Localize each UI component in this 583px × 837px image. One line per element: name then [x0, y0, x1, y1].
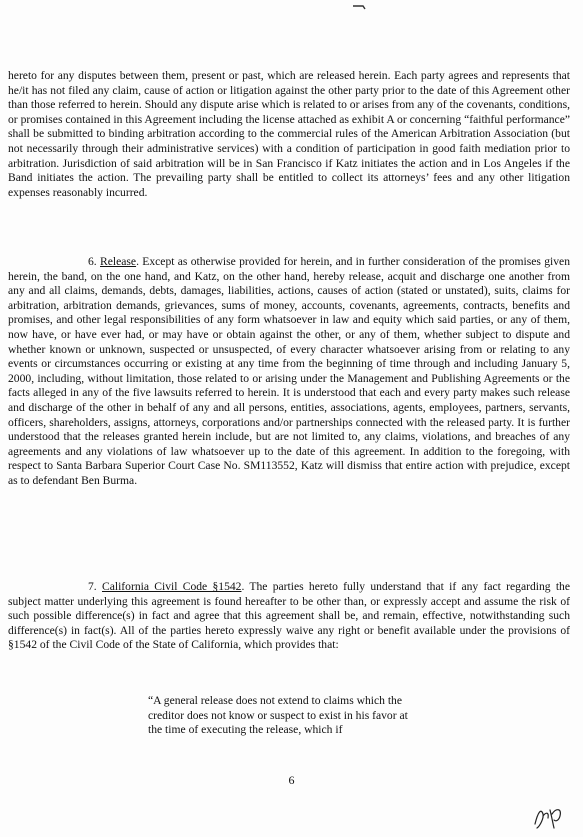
section-6-number: 6. — [88, 255, 97, 268]
page-number: 6 — [288, 773, 295, 787]
section-7-body: . The parties hereto fully understand that if any fact regarding the subject matter underlying this agreement is found hereafter to be other than, or expressly accept and assume the risk of such possible difference(s) in fact and agree that this agreement shall be, and remain, effective, notwithstanding such difference(s) in fact(s). All of the parties hereto expressly waive any right or benefit available under the provisions of §1542 of the Civil Code of the State of California, which provides that: — [8, 580, 570, 652]
section-6-title: Release — [100, 255, 137, 268]
paragraph-continuation — [8, 69, 570, 200]
section-7-number: 7. — [88, 580, 97, 593]
section-7-civil-code — [8, 580, 570, 653]
section-6-body: . Except as otherwise provided for herein, and in further consideration of the promises given herein, the band, on the one hand, and Katz, on the other hand, hereby release, acquit and discharge one another from any and all claims, demands, debts, damages, liabilities, actions, causes of action (stated or unstated), suits, claims for arbitration, arbitration demands, grievances, sums of money, accounts, covenants, agreements, contracts, benefits and promises, and other legal responsibilities of any form whatsoever in law and equity which said parties, or any of them, now have, or have ever had, or may have or obtain against the other, or any of them, whether subject to dispute and whether known or unknown, suspected or unsuspected, of every character whatsoever arising from or relating to any events or circumstances occurring or existing at any time from the beginning of time through and including January 5, 2000, including, without limitation, those related to or arising under the Management and Publishing Agreements or the facts alleged in any of the five lawsuits referred to herein. It is understood that each and every party makes such release and discharge of the other in behalf of any and all persons, entities, associations, agents, employees, partners, servants, officers, shareholders, assigns, attorneys, corporations and/or partnerships connected with the released party. It is further understood that the releases granted herein include, but are not limited to, any claims, violations, and breaches of any agreements and any violations of law whatsoever up to the date of this agreement. In addition to the foregoing, with respect to Santa Barbara Superior Court Case No. SM113552, Katz will dismiss that entire action with prejudice, except as to defendant Ben Burma. — [8, 255, 570, 487]
initials-signature-icon — [532, 804, 566, 830]
paragraph-continuation-text: hereto for any disputes between them, present or past, which are released herein. Each party agrees and represents that he/it has not filed any claim, cause of action or litigation against the other party prior to the date of this Agreement other than those referred to herein. Should any dispute arise which is related to or arises from any of the covenants, conditions, or promises contained in this Agreement including the license attached as exhibit A or concerning “faithful performance” shall be submitted to binding arbitration according to the commercial rules of the American Arbitration Association (but not necessarily through their administrative services) with a condition of participation in good faith mediation prior to arbitration. Jurisdiction of said arbitration will be in San Francisco if Katz initiates the action and in Los Angeles if the Band initiates the action. The prevailing party shall be entitled to collect its attorneys’ fees and any other litigation expenses reasonably incurred. — [8, 69, 570, 199]
section-6-release — [8, 255, 570, 489]
civil-code-quote: “A general release does not extend to claims which the creditor does not know or suspect to exist in his favor at the time of executing the release, which if — [148, 694, 408, 737]
scan-mark-icon — [352, 4, 366, 10]
section-7-title: California Civil Code §1542 — [101, 580, 242, 593]
